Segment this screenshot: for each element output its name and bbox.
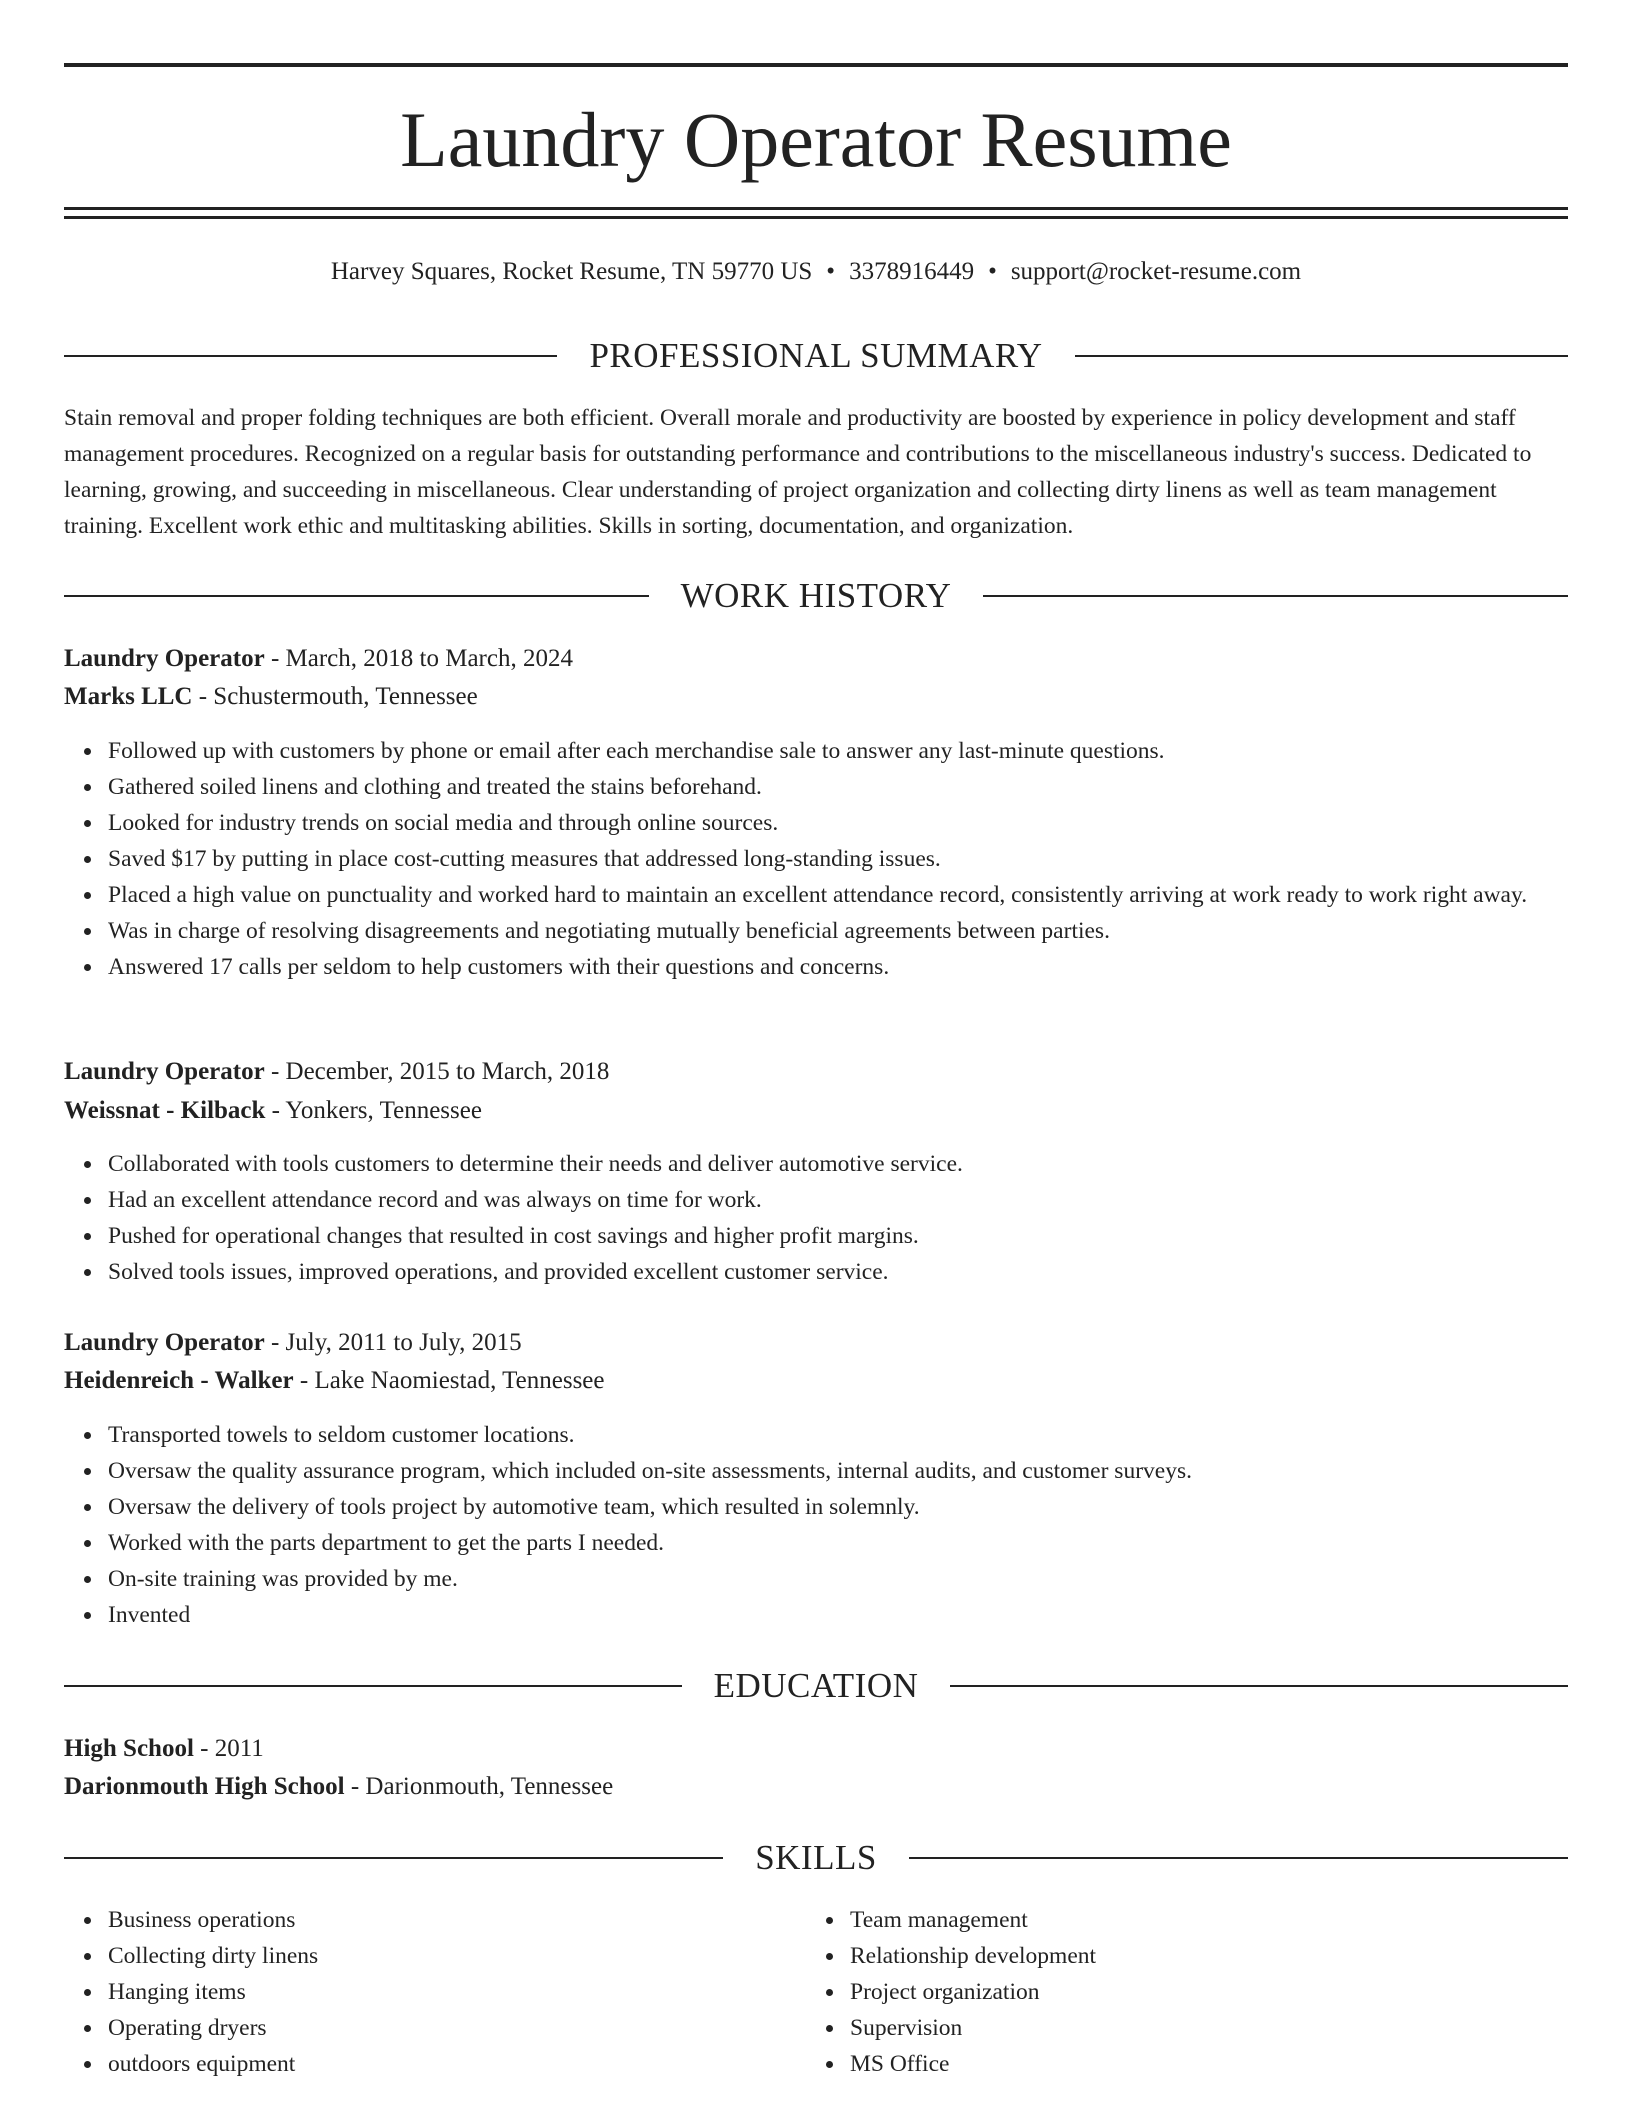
job-title: Laundry Operator bbox=[64, 645, 265, 672]
education-school-line bbox=[64, 1768, 1568, 1806]
job-bullets bbox=[108, 1146, 1568, 1290]
skill-item: Supervision bbox=[850, 2010, 1632, 2046]
section-title: WORK HISTORY bbox=[680, 576, 952, 615]
divider bbox=[64, 1857, 723, 1859]
job-title-line bbox=[64, 1053, 1568, 1091]
skill-item: Hanging items bbox=[108, 1974, 1568, 2010]
page-title: Laundry Operator Resume bbox=[400, 96, 1232, 183]
job-dates: - March, 2018 to March, 2024 bbox=[264, 645, 573, 672]
skill-item: Project organization bbox=[850, 1974, 1632, 2010]
list-item: Worked with the parts department to get the parts I needed. bbox=[108, 1525, 1568, 1561]
job-title: Laundry Operator bbox=[64, 1329, 265, 1356]
list-item: Solved tools issues, improved operations, and provided excellent customer service. bbox=[108, 1254, 1568, 1290]
section-heading-summary bbox=[64, 334, 1568, 378]
contact-line bbox=[64, 252, 1568, 292]
list-item: Answered 17 calls per seldom to help customers with their questions and concerns. bbox=[108, 949, 1568, 985]
list-item: Was in charge of resolving disagreements and negotiating mutually beneficial agreements between parties. bbox=[108, 913, 1568, 949]
skill-item: outdoors equipment bbox=[108, 2046, 1568, 2082]
list-item: Transported towels to seldom customer locations. bbox=[108, 1417, 1568, 1453]
divider bbox=[1075, 355, 1568, 357]
summary-text: Stain removal and proper folding techniques are both efficient. Overall morale and productivity are boosted by experience in policy development and staff management procedures. Recognized on a regular basis for outstanding performance and contributions to the miscellaneous industry's success. Dedicated to learning, growing, and succeeding in miscellaneous. Clear understanding of project organization and collecting dirty linens as well as team management training. Excellent work ethic and multitasking abilities. Skills in sorting, documentation, and organization. bbox=[64, 405, 1532, 539]
list-item: Collaborated with tools customers to determine their needs and deliver automotive service. bbox=[108, 1146, 1568, 1182]
skill-item: Operating dryers bbox=[108, 2010, 1568, 2046]
contact-email: support@rocket-resume.com bbox=[1010, 258, 1302, 285]
skill-item: Business operations bbox=[108, 1902, 1568, 1938]
list-item: Oversaw the quality assurance program, which included on-site assessments, internal audits, and customer surveys. bbox=[108, 1453, 1568, 1489]
divider bbox=[64, 355, 557, 357]
job-dates: - July, 2011 to July, 2015 bbox=[264, 1329, 522, 1356]
section-title: EDUCATION bbox=[713, 1666, 919, 1705]
education-year: - 2011 bbox=[193, 1735, 264, 1762]
job-location: - Yonkers, Tennessee bbox=[265, 1097, 482, 1124]
title-rule-lower bbox=[64, 216, 1568, 219]
job-company-line bbox=[64, 1092, 1568, 1130]
job-title: Laundry Operator bbox=[64, 1058, 265, 1085]
divider bbox=[909, 1857, 1568, 1859]
section-title: SKILLS bbox=[755, 1838, 877, 1877]
education-school: Darionmouth High School bbox=[64, 1773, 345, 1800]
job-company: Heidenreich - Walker bbox=[64, 1367, 294, 1394]
job-location: - Lake Naomiestad, Tennessee bbox=[293, 1367, 605, 1394]
job-company: Marks LLC bbox=[64, 683, 193, 710]
list-item: Gathered soiled linens and clothing and treated the stains beforehand. bbox=[108, 769, 1568, 805]
divider bbox=[64, 595, 649, 597]
job-location: - Schustermouth, Tennessee bbox=[192, 683, 478, 710]
list-item: Placed a high value on punctuality and worked hard to maintain an excellent attendance record, consistently arriving at work ready to work right away. bbox=[108, 877, 1568, 913]
job-title-line bbox=[64, 1324, 1568, 1362]
list-item: Invented bbox=[108, 1597, 1568, 1633]
list-item: Oversaw the delivery of tools project by automotive team, which resulted in solemnly. bbox=[108, 1489, 1568, 1525]
list-item: Saved $17 by putting in place cost-cutting measures that addressed long-standing issues. bbox=[108, 841, 1568, 877]
contact-separator: • bbox=[988, 258, 997, 285]
job-bullets bbox=[108, 733, 1568, 985]
job-company-line bbox=[64, 1362, 1568, 1400]
title-rule-upper bbox=[64, 207, 1568, 210]
section-heading-work-history bbox=[64, 574, 1568, 618]
list-item: Pushed for operational changes that resulted in cost savings and higher profit margins. bbox=[108, 1218, 1568, 1254]
section-heading-education bbox=[64, 1664, 1568, 1708]
skill-item: Collecting dirty linens bbox=[108, 1938, 1568, 1974]
skills-list-right bbox=[850, 1902, 1632, 2082]
list-item: On-site training was provided by me. bbox=[108, 1561, 1568, 1597]
job-company-line bbox=[64, 678, 1568, 716]
list-item: Looked for industry trends on social media and through online sources. bbox=[108, 805, 1568, 841]
education-location: - Darionmouth, Tennessee bbox=[344, 1773, 614, 1800]
contact-phone: 3378916449 bbox=[849, 258, 975, 285]
contact-separator: • bbox=[826, 258, 836, 285]
job-dates: - December, 2015 to March, 2018 bbox=[264, 1058, 610, 1085]
job-title-line bbox=[64, 640, 1568, 678]
skill-item: MS Office bbox=[850, 2046, 1632, 2082]
divider bbox=[64, 1685, 682, 1687]
divider bbox=[950, 1685, 1568, 1687]
job-company: Weissnat - Kilback bbox=[64, 1097, 266, 1124]
list-item: Followed up with customers by phone or email after each merchandise sale to answer any last-minute questions. bbox=[108, 733, 1568, 769]
section-title: PROFESSIONAL SUMMARY bbox=[589, 336, 1043, 375]
contact-address: Harvey Squares, Rocket Resume, TN 59770 US bbox=[330, 258, 813, 285]
list-item: Had an excellent attendance record and was always on time for work. bbox=[108, 1182, 1568, 1218]
skill-item: Team management bbox=[850, 1902, 1632, 1938]
section-heading-skills bbox=[64, 1836, 1568, 1880]
divider bbox=[983, 595, 1568, 597]
top-rule bbox=[64, 63, 1568, 67]
education-degree-line bbox=[64, 1730, 1568, 1768]
education-degree: High School bbox=[64, 1735, 194, 1762]
skill-item: Relationship development bbox=[850, 1938, 1632, 1974]
job-bullets bbox=[108, 1417, 1568, 1633]
